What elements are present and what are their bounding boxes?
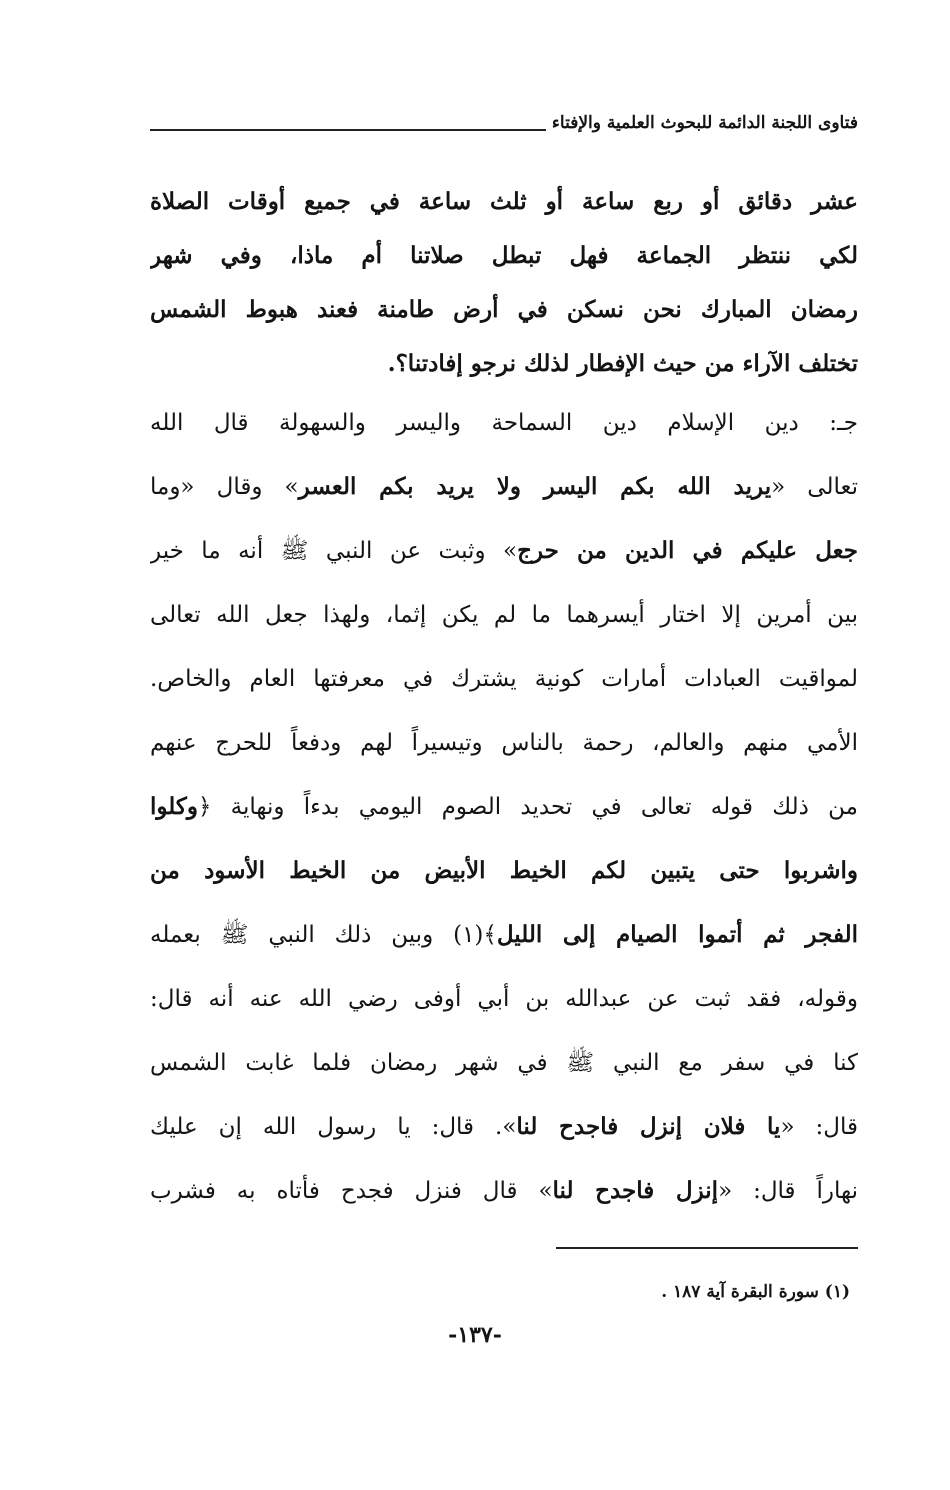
- hadith-quote: إنزل فاجدح لنا: [552, 1177, 719, 1204]
- answer-text: ﴾(١) وبين ذلك النبي ﷺ بعمله: [150, 922, 497, 948]
- header-title: فتاوى اللجنة الدائمة للبحوث العلمية والإفتاء: [551, 113, 858, 133]
- answer-text: لمواقيت العبادات أمارات كونية يشترك في معرفتها العام والخاص.: [150, 666, 858, 692]
- page-number: -١٣٧-: [448, 1322, 502, 1348]
- answer-line: [150, 967, 858, 1031]
- footnote: (١) سورة البقرة آية ١٨٧ .: [661, 1282, 850, 1302]
- answer-text: » وقال «وما: [150, 474, 299, 500]
- answer-line: [150, 455, 858, 519]
- question-line: رمضان المبارك نحن نسكن في أرض طامنة فعند هبوط الشمس: [150, 296, 858, 323]
- footnote-rule: [556, 1247, 858, 1249]
- running-header: [150, 108, 858, 138]
- answer-line: [150, 1031, 858, 1095]
- quran-quote: يريد الله بكم اليسر ولا يريد بكم العسر: [298, 473, 772, 500]
- answer-text: تعالى «: [771, 474, 858, 500]
- answer-line: [150, 391, 858, 455]
- answer-text: نهاراً قال: «: [718, 1178, 858, 1204]
- answer-text: » وثبت عن النبي ﷺ أنه ما خير: [150, 538, 518, 564]
- answer-line: [150, 839, 858, 903]
- answer-text: قال: «: [780, 1114, 858, 1140]
- answer-text: » قال فنزل فجدح فأتاه به فشرب: [150, 1178, 553, 1204]
- answer-line: [150, 647, 858, 711]
- answer-line: [150, 775, 858, 839]
- answer-line: [150, 1095, 858, 1159]
- answer-line: [150, 583, 858, 647]
- quran-quote: جعل عليكم في الدين من حرج: [517, 537, 858, 564]
- answer-text: وقوله، فقد ثبت عن عبدالله بن أبي أوفى رضي الله عنه أنه قال:: [150, 986, 858, 1012]
- answer-text: بين أمرين إلا اختار أيسرهما ما لم يكن إثما، ولهذا جعل الله تعالى: [150, 602, 858, 628]
- answer-line: [150, 711, 858, 775]
- answer-text: من ذلك قوله تعالى في تحديد الصوم اليومي بدءاً ونهاية ﴿: [197, 794, 858, 820]
- body-text: [150, 175, 858, 1223]
- question-line: عشر دقائق أو ربع ساعة أو ثلث ساعة في جميع أوقات الصلاة: [150, 188, 858, 215]
- hadith-quote: يا فلان إنزل فاجدح لنا: [516, 1113, 781, 1140]
- answer-text: كنا في سفر مع النبي ﷺ في شهر رمضان فلما غابت الشمس: [150, 1050, 858, 1076]
- answer-text: الأمي منهم والعالم، رحمة بالناس وتيسيراً لهم ودفعاً للحرج عنهم: [150, 730, 858, 756]
- question-line: لكي ننتظر الجماعة فهل تبطل صلاتنا أم ماذا، وفي شهر: [150, 242, 858, 269]
- answer-line: [150, 1159, 858, 1223]
- question-line: تختلف الآراء من حيث الإفطار لذلك نرجو إفادتنا؟.: [387, 350, 858, 377]
- answer-line: [150, 903, 858, 967]
- answer-text: ». قال: يا رسول الله إن عليك: [150, 1114, 517, 1140]
- header-rule: [150, 129, 546, 131]
- quran-quote: الفجر ثم أتموا الصيام إلى الليل: [496, 921, 858, 948]
- quran-quote: واشربوا حتى يتبين لكم الخيط الأبيض من الخيط الأسود من: [150, 857, 858, 884]
- answer-text: جـ: دين الإسلام دين السماحة واليسر والسهولة قال الله: [150, 410, 858, 436]
- quran-quote: وكلوا: [150, 793, 198, 820]
- answer-line: [150, 519, 858, 583]
